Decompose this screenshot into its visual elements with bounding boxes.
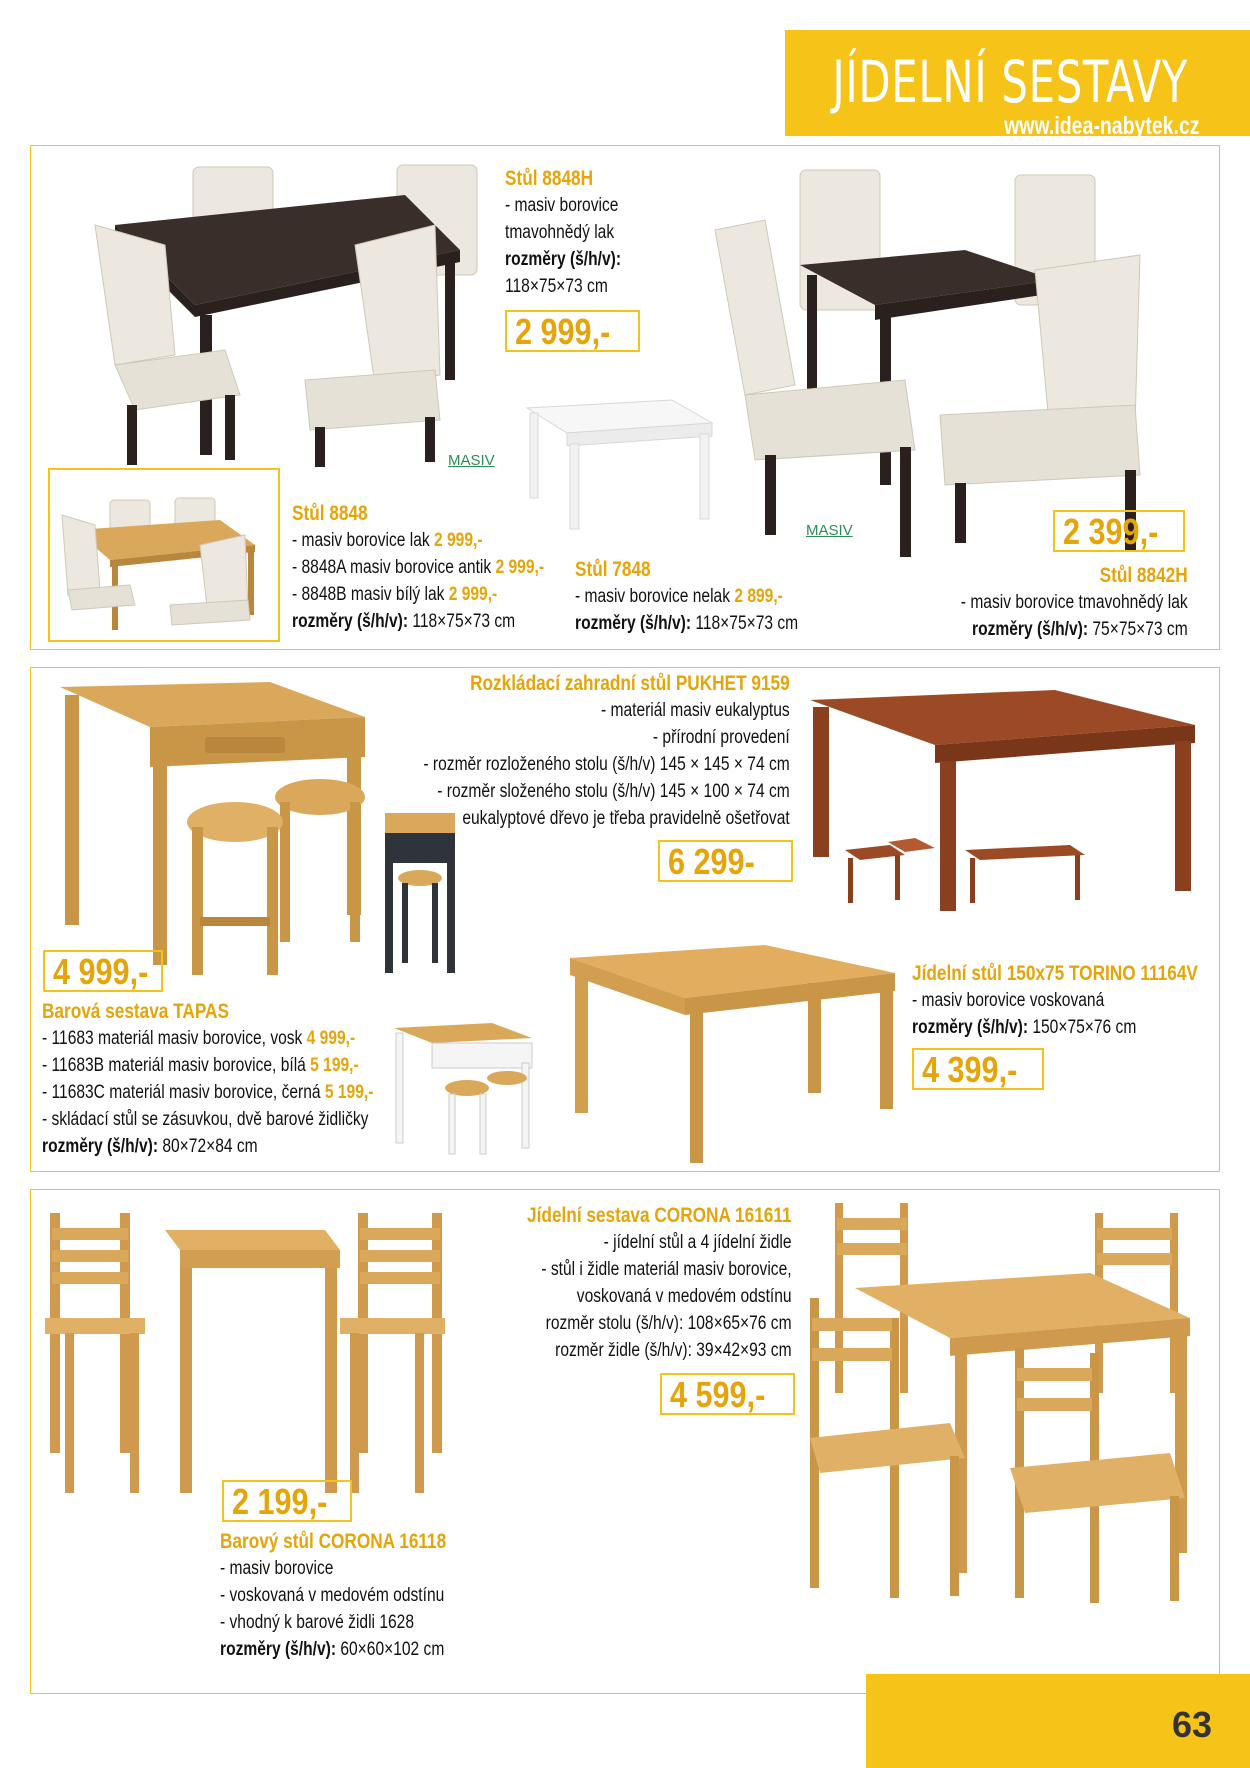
product-line: - stůl i židle materiál masiv borovice, <box>541 1259 792 1280</box>
table-8842h-photo <box>705 165 1145 560</box>
product-name: Barová sestava TAPAS <box>42 1000 229 1023</box>
price-tapas: 4 999,- <box>43 950 163 992</box>
page-header <box>785 30 1250 140</box>
table-7848-photo <box>522 398 717 533</box>
variant-price: 4 999,- <box>306 1028 356 1049</box>
page-number-box <box>866 1674 1250 1768</box>
price-pukhet: 6 299- <box>658 840 793 882</box>
masiv-label: MASIV <box>806 522 853 539</box>
product-8848-info <box>292 500 544 635</box>
product-line: - masiv borovice lak 2 999,- <box>292 530 483 551</box>
tapas-black-photo <box>380 808 460 978</box>
corona-bar-table-photo <box>40 1208 450 1498</box>
pukhet-folding-diagram <box>840 830 1090 910</box>
masiv-label: MASIV <box>448 452 495 469</box>
product-line: - 11683B materiál masiv borovice, bílá 5 199,- <box>42 1055 359 1076</box>
product-name: Barový stůl CORONA 16118 <box>220 1530 447 1553</box>
variant-price: 5 199,- <box>324 1082 374 1103</box>
table-8848-thumbnail <box>48 468 280 642</box>
tapas-bar-set-photo <box>55 677 370 977</box>
product-torino-info <box>912 960 1198 1041</box>
product-line: - vhodný k barové židli 1628 <box>220 1612 415 1633</box>
product-dimensions: rozměry (š/h/v): 75×75×73 cm <box>972 619 1188 640</box>
table-8848-photo <box>50 470 278 640</box>
product-line: - 8848B masiv bílý lak 2 999,- <box>292 584 498 605</box>
tapas-white-photo <box>392 1018 537 1158</box>
product-line: - jídelní stůl a 4 jídelní židle <box>604 1232 792 1253</box>
torino-table-photo <box>565 943 900 1165</box>
product-name: Stůl 7848 <box>575 558 651 581</box>
product-line: - masiv borovice tmavohnědý lak <box>961 592 1188 613</box>
product-line: - materiál masiv eukalyptus <box>601 700 790 721</box>
product-line: - masiv borovice <box>220 1558 334 1579</box>
product-line: - 11683C materiál masiv borovice, černá 5 199,- <box>42 1082 374 1103</box>
product-line: - 8848A masiv borovice antik 2 999,- <box>292 557 545 578</box>
product-line: rozměr stolu (š/h/v): 108×65×76 cm <box>546 1313 792 1334</box>
product-name: Rozkládací zahradní stůl PUKHET 9159 <box>470 672 790 695</box>
product-line: - masiv borovice nelak 2 899,- <box>575 586 783 607</box>
product-pukhet-info <box>424 670 790 832</box>
product-dimensions: rozměry (š/h/v): 80×72×84 cm <box>42 1136 258 1157</box>
page-title: JÍDELNÍ SESTAVY <box>832 48 1188 116</box>
product-dimensions: 118×75×73 cm <box>505 276 608 297</box>
product-corona-bar-info <box>220 1528 446 1663</box>
product-dimensions: rozměry (š/h/v): 118×75×73 cm <box>575 613 799 634</box>
product-name: Jídelní sestava CORONA 161611 <box>527 1204 792 1227</box>
product-line: tmavohnědý lak <box>505 222 615 243</box>
product-line: - voskovaná v medovém odstínu <box>220 1585 445 1606</box>
price-8842h: 2 399,- <box>1053 510 1185 552</box>
product-line: - přírodní provedení <box>653 727 790 748</box>
product-line: - rozměr složeného stolu (š/h/v) 145 × 100 × 74 cm <box>437 781 790 802</box>
product-dimensions: rozměry (š/h/v): 150×75×76 cm <box>912 1017 1137 1038</box>
product-dimensions: rozměry (š/h/v): 60×60×102 cm <box>220 1639 445 1660</box>
table-8848h-photo <box>75 155 480 470</box>
variant-price: 2 899,- <box>734 586 783 607</box>
product-dimensions-label: rozměry (š/h/v): <box>505 249 622 270</box>
product-name: Stůl 8848 <box>292 502 368 525</box>
product-name: Stůl 8842H <box>1099 564 1188 587</box>
corona-dining-set-photo <box>800 1198 1210 1606</box>
product-dimensions: rozměry (š/h/v): 118×75×73 cm <box>292 611 516 632</box>
product-8842h-info <box>961 562 1188 643</box>
product-8848h-info <box>505 165 621 300</box>
product-line: - masiv borovice voskovaná <box>912 990 1105 1011</box>
product-line: voskovaná v medovém odstínu <box>577 1286 792 1307</box>
variant-price: 5 199,- <box>310 1055 359 1076</box>
variant-price: 2 999,- <box>448 584 498 605</box>
product-line: - 11683 materiál masiv borovice, vosk 4 999,- <box>42 1028 356 1049</box>
price-corona-set: 4 599,- <box>660 1373 795 1415</box>
page-number: 63 <box>1171 1704 1212 1745</box>
variant-price: 2 999,- <box>434 530 483 551</box>
price-corona-bar: 2 199,- <box>222 1480 352 1522</box>
variant-price: 2 999,- <box>495 557 545 578</box>
price-torino: 4 399,- <box>912 1048 1044 1090</box>
product-name: Jídelní stůl 150x75 TORINO 11164V <box>912 962 1198 985</box>
product-name: Stůl 8848H <box>505 167 594 190</box>
product-corona-set-info <box>527 1202 792 1364</box>
product-line: eukalyptové dřevo je třeba pravidelně ošetřovat <box>462 808 790 829</box>
product-tapas-info <box>42 998 373 1160</box>
product-line: rozměr židle (š/h/v): 39×42×93 cm <box>555 1340 792 1361</box>
product-line: - skládací stůl se zásuvkou, dvě barové židličky <box>42 1109 369 1130</box>
price-8848h: 2 999,- <box>505 310 640 352</box>
product-7848-info <box>575 556 798 637</box>
product-line: - masiv borovice <box>505 195 619 216</box>
product-line: - rozměr rozloženého stolu (š/h/v) 145 × 145 × 74 cm <box>423 754 790 775</box>
website-url[interactable]: www.idea-nabytek.cz <box>1004 112 1200 140</box>
